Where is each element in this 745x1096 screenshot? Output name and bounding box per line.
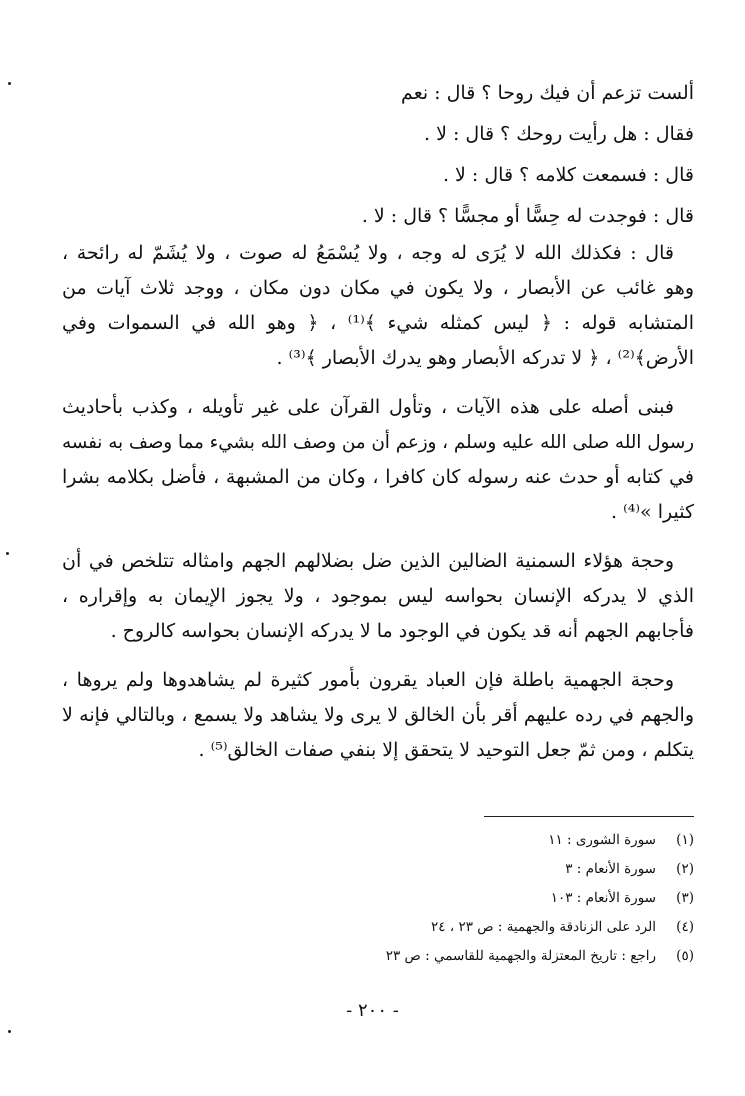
- footnote-text: سورة الأنعام : ٣: [565, 861, 656, 877]
- paragraph-line: في كتابه أو حدث عنه رسوله كان كافرا ، وكان من المشبهة ، فأضل بكلامه بشرا: [62, 466, 694, 488]
- paragraph-line: والجهم في رده عليهم أقر بأن الخالق لا يرى ولا يشاهد ولا يسمع ، وبالتالي فإنه لا: [62, 704, 694, 726]
- footnote-item: [330, 884, 694, 913]
- paragraph-line: فأجابهم الجهم أنه قد يكون في الوجود ما لا يدركه الإنسان بحواسه كالروح .: [110, 620, 694, 642]
- footnote-divider: [484, 816, 694, 817]
- paragraph-1: [62, 236, 694, 376]
- footnote-number: (٢): [676, 861, 694, 877]
- footnote-text: راجع : تاريخ المعتزلة والجهمية للقاسمي : ص ٢٣: [385, 948, 656, 964]
- paragraph-line: كثيرا »⁽⁴⁾ .: [611, 501, 694, 523]
- dialogue-line: قال : فوجدت له حِسًّا أو مجسًّا ؟ قال : لا .: [361, 205, 694, 227]
- footnote-text: سورة الشورى : ١١: [548, 832, 656, 848]
- paragraph-line: وحجة هؤلاء السمنية الضالين الذين ضل بضلالهم الجهم وامثاله تتلخص في أن: [62, 550, 674, 572]
- paragraph-line: فبنى أصله على هذه الآيات ، وتأول القرآن على غير تأويله ، وكذب بأحاديث: [62, 396, 674, 418]
- footnote-item: [330, 855, 694, 884]
- paragraph-line: قال : فكذلك الله لا يُرَى له وجه ، ولا يُسْمَعُ له صوت ، ولا يُشَمّ له رائحة ،: [62, 242, 674, 264]
- dialogue-line: فقال : هل رأيت روحك ؟ قال : لا .: [424, 123, 694, 145]
- scan-margin-mark: [8, 1030, 11, 1033]
- footnote-item: [330, 826, 694, 855]
- main-text: [62, 76, 694, 768]
- footnote-number: (١): [676, 832, 694, 848]
- dialogue-block: [62, 76, 694, 234]
- footnote-text: الرد على الزنادقة والجهمية : ص ٢٣ ، ٢٤: [430, 919, 656, 935]
- paragraph-3: [62, 544, 694, 649]
- footnote-number: (٤): [676, 919, 694, 935]
- paragraph-line: وهو غائب عن الأبصار ، ولا يكون في مكان دون مكان ، ووجد ثلاث آيات من: [62, 277, 694, 299]
- footnote-number: (٣): [676, 890, 694, 906]
- dialogue-line: ألست تزعم أن فيك روحا ؟ قال : نعم: [401, 82, 694, 104]
- footnote-text: سورة الأنعام : ١٠٣: [550, 890, 656, 906]
- paragraph-line: الأرض﴾⁽²⁾ ، ﴿ لا تدركه الأبصار وهو يدرك الأبصار ﴾⁽³⁾ .: [276, 347, 694, 369]
- scan-margin-mark: [8, 82, 11, 85]
- footnote-number: (٥): [676, 948, 694, 964]
- footnote-item: [330, 913, 694, 942]
- paragraph-line: المتشابه قوله : ﴿ ليس كمثله شيء ﴾⁽¹⁾ ، ﴿ وهو الله في السموات وفي: [62, 312, 694, 334]
- paragraph-4: [62, 663, 694, 768]
- footnotes: [330, 826, 694, 971]
- scan-margin-mark: [6, 552, 9, 555]
- footnote-item: [330, 942, 694, 971]
- paragraph-line: الذي لا يدركه الإنسان بحواسه ليس بموجود ، ولا يجوز الإيمان به وإقراره ،: [62, 585, 694, 607]
- paragraph-2: [62, 390, 694, 530]
- paragraph-line: وحجة الجهمية باطلة فإن العباد يقرون بأمور كثيرة لم يشاهدوها ولم يروها ،: [62, 669, 674, 691]
- paragraph-line: يتكلم ، ومن ثمّ جعل التوحيد لا يتحقق إلا بنفي صفات الخالق⁽⁵⁾ .: [198, 739, 694, 761]
- dialogue-line: قال : فسمعت كلامه ؟ قال : لا .: [442, 164, 694, 186]
- page-number: - ٢٠٠ -: [346, 1000, 399, 1021]
- paragraph-line: رسول الله صلى الله عليه وسلم ، وزعم أن من وصف الله بشيء مما وصف به نفسه: [62, 432, 694, 453]
